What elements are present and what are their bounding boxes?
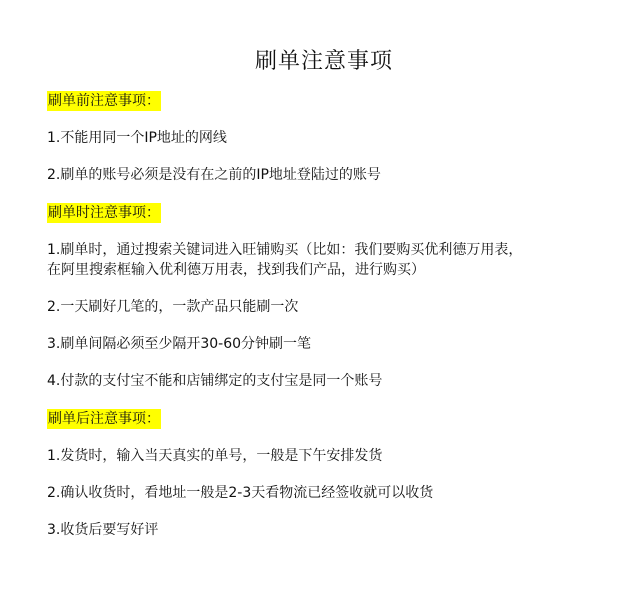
section-heading-before: 刷单前注意事项： (48, 93, 160, 109)
list-item: 4.付款的支付宝不能和店铺绑定的支付宝是同一个账号 (47, 373, 383, 389)
list-item: 1.刷单时，通过搜索关键词进入旺铺购买（比如：我们要购买优利德万用表， 在阿里搜索框输入优利德万用表，找到我们产品，进行购买） (47, 242, 523, 278)
list-item: 1.发货时，输入当天真实的单号，一般是下午安排发货 (47, 448, 383, 464)
section-before (47, 90, 592, 202)
list-item: 1.不能用同一个IP地址的网线 (47, 130, 227, 146)
document-body (47, 90, 592, 540)
section-heading-after: 刷单后注意事项： (48, 411, 160, 427)
list-item: 2.一天刷好几笔的，一款产品只能刷一次 (47, 299, 299, 315)
list-item: 3.刷单间隔必须至少隔开30-60分钟刷一笔 (47, 336, 312, 352)
page-title: 刷单注意事项 (254, 49, 393, 74)
section-after (47, 408, 592, 540)
list-item: 2.确认收货时，看地址一般是2-3天看物流已经签收就可以收货 (47, 485, 434, 501)
list-item: 2.刷单的账号必须是没有在之前的IP地址登陆过的账号 (47, 167, 381, 183)
section-heading-during: 刷单时注意事项： (48, 205, 160, 221)
section-during (47, 202, 592, 408)
list-item: 3.收货后要写好评 (47, 522, 159, 538)
